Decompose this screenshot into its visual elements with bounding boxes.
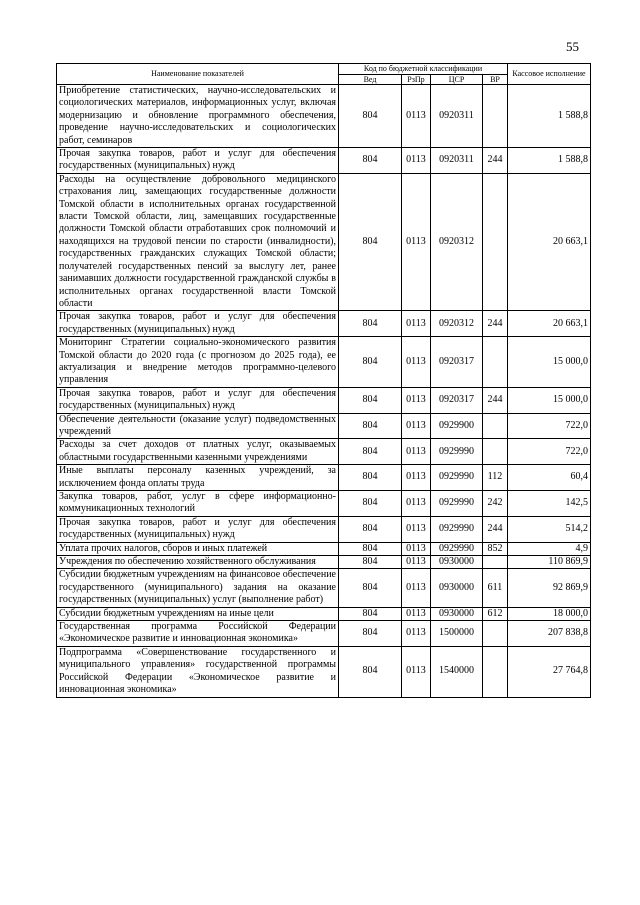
table-row xyxy=(57,491,591,517)
row-vr: 244 xyxy=(483,311,508,337)
row-sum: 722,0 xyxy=(508,439,591,465)
row-vr: 242 xyxy=(483,491,508,517)
row-csr: 0930000 xyxy=(431,556,483,569)
row-vr xyxy=(483,173,508,310)
table-row xyxy=(57,646,591,697)
header-vr: ВР xyxy=(483,74,508,85)
table-row xyxy=(57,569,591,607)
row-name: Иные выплаты персоналу казенных учреждений, за исключением фонда оплаты труда xyxy=(57,465,339,491)
row-name: Прочая закупка товаров, работ и услуг для обеспечения государственных (муниципальных) нужд xyxy=(57,516,339,542)
row-vr: 611 xyxy=(483,569,508,607)
header-csr: ЦСР xyxy=(431,74,483,85)
row-vr: 112 xyxy=(483,465,508,491)
row-csr: 0929990 xyxy=(431,516,483,542)
row-ved: 804 xyxy=(339,607,402,620)
row-name: Закупка товаров, работ, услуг в сфере информационно-коммуникационных технологий xyxy=(57,491,339,517)
row-rzpr: 0113 xyxy=(402,413,431,439)
row-ved: 804 xyxy=(339,311,402,337)
row-ved: 804 xyxy=(339,542,402,555)
row-vr: 244 xyxy=(483,387,508,413)
table-row xyxy=(57,556,591,569)
row-rzpr: 0113 xyxy=(402,311,431,337)
row-csr: 0929990 xyxy=(431,491,483,517)
row-ved: 804 xyxy=(339,646,402,697)
row-vr xyxy=(483,413,508,439)
row-sum: 15 000,0 xyxy=(508,387,591,413)
table-row xyxy=(57,337,591,388)
budget-table xyxy=(56,63,591,698)
header-ved: Вед xyxy=(339,74,402,85)
row-ved: 804 xyxy=(339,556,402,569)
row-ved: 804 xyxy=(339,569,402,607)
row-name: Обеспечение деятельности (оказание услуг) подведомственных учреждений xyxy=(57,413,339,439)
row-ved: 804 xyxy=(339,173,402,310)
row-sum: 4,9 xyxy=(508,542,591,555)
row-ved: 804 xyxy=(339,148,402,174)
row-name: Подпрограмма «Совершенствование государственного и муниципального управления» государственной программы Российской Федерации «Экономическое развитие и инновационная экономика» xyxy=(57,646,339,697)
row-name: Субсидии бюджетным учреждениям на иные цели xyxy=(57,607,339,620)
row-csr: 0920311 xyxy=(431,85,483,148)
row-sum: 1 588,8 xyxy=(508,148,591,174)
row-rzpr: 0113 xyxy=(402,569,431,607)
table-body xyxy=(57,85,591,698)
row-rzpr: 0113 xyxy=(402,337,431,388)
row-name: Прочая закупка товаров, работ и услуг для обеспечения государственных (муниципальных) нужд xyxy=(57,387,339,413)
row-csr: 0929990 xyxy=(431,542,483,555)
row-vr: 852 xyxy=(483,542,508,555)
row-name: Учреждения по обеспечению хозяйственного обслуживания xyxy=(57,556,339,569)
row-rzpr: 0113 xyxy=(402,148,431,174)
table-row xyxy=(57,465,591,491)
table-row xyxy=(57,311,591,337)
header-name: Наименование показателей xyxy=(57,64,339,85)
row-ved: 804 xyxy=(339,621,402,647)
row-vr xyxy=(483,621,508,647)
table-row xyxy=(57,85,591,148)
row-sum: 207 838,8 xyxy=(508,621,591,647)
row-csr: 0930000 xyxy=(431,607,483,620)
table-row xyxy=(57,542,591,555)
row-vr: 244 xyxy=(483,148,508,174)
row-vr xyxy=(483,439,508,465)
row-rzpr: 0113 xyxy=(402,621,431,647)
row-csr: 0920312 xyxy=(431,311,483,337)
row-name: Приобретение статистических, научно-исследовательских и социологических материалов, информационных услуг, включая модернизацию и обновление программного обеспечения, проведение научно-исследовательских и социологических работ, семинаров xyxy=(57,85,339,148)
row-csr: 0920317 xyxy=(431,337,483,388)
table-row xyxy=(57,387,591,413)
row-csr: 0929990 xyxy=(431,439,483,465)
row-vr xyxy=(483,646,508,697)
header-sum: Кассовое исполнение xyxy=(508,64,591,85)
table-row xyxy=(57,607,591,620)
row-ved: 804 xyxy=(339,387,402,413)
row-rzpr: 0113 xyxy=(402,85,431,148)
table-row xyxy=(57,621,591,647)
row-rzpr: 0113 xyxy=(402,542,431,555)
row-vr xyxy=(483,556,508,569)
table-row xyxy=(57,516,591,542)
table-row xyxy=(57,413,591,439)
row-csr: 0930000 xyxy=(431,569,483,607)
row-csr: 0920311 xyxy=(431,148,483,174)
row-ved: 804 xyxy=(339,465,402,491)
row-rzpr: 0113 xyxy=(402,646,431,697)
table-row xyxy=(57,148,591,174)
row-vr: 612 xyxy=(483,607,508,620)
row-sum: 142,5 xyxy=(508,491,591,517)
row-csr: 1500000 xyxy=(431,621,483,647)
row-sum: 15 000,0 xyxy=(508,337,591,388)
row-rzpr: 0113 xyxy=(402,465,431,491)
row-rzpr: 0113 xyxy=(402,439,431,465)
row-rzpr: 0113 xyxy=(402,516,431,542)
row-name: Мониторинг Стратегии социально-экономического развития Томской области до 2020 года (с прогнозом до 2025 года), ее актуализация и внедрение методов программно-целевого управления xyxy=(57,337,339,388)
row-ved: 804 xyxy=(339,491,402,517)
header-code-group: Код по бюджетной классификации xyxy=(339,64,508,75)
row-sum: 1 588,8 xyxy=(508,85,591,148)
row-sum: 18 000,0 xyxy=(508,607,591,620)
row-csr: 0929990 xyxy=(431,465,483,491)
row-ved: 804 xyxy=(339,85,402,148)
row-rzpr: 0113 xyxy=(402,387,431,413)
row-name: Субсидии бюджетным учреждениям на финансовое обеспечение государственного (муниципального) задания на оказание государственных (муниципальных) услуг (выполнение работ) xyxy=(57,569,339,607)
row-name: Государственная программа Российской Федерации «Экономическое развитие и инновационная экономика» xyxy=(57,621,339,647)
page-number: 55 xyxy=(566,39,579,54)
row-csr: 0920312 xyxy=(431,173,483,310)
row-csr: 0920317 xyxy=(431,387,483,413)
row-csr: 1540000 xyxy=(431,646,483,697)
row-rzpr: 0113 xyxy=(402,607,431,620)
row-name: Уплата прочих налогов, сборов и иных платежей xyxy=(57,542,339,555)
row-name: Прочая закупка товаров, работ и услуг для обеспечения государственных (муниципальных) нужд xyxy=(57,311,339,337)
row-vr xyxy=(483,337,508,388)
table-row xyxy=(57,173,591,310)
row-ved: 804 xyxy=(339,337,402,388)
row-rzpr: 0113 xyxy=(402,173,431,310)
row-name: Расходы на осуществление добровольного медицинского страхования лиц, замещающих государственные должности Томской области в исполнительных органах государственной власти Томской области, лиц, замещавших государственные должности Томской области отработавших срок полномочий и находящихся на трудовой пенсии по старости (инвалидности), государственных гражданских служащих Томской области; получателей государственных пенсий за выслугу лет, ранее занимавших должности государственной гражданской службы в исполнительных органах государственной власти Томской области xyxy=(57,173,339,310)
row-ved: 804 xyxy=(339,516,402,542)
row-vr: 244 xyxy=(483,516,508,542)
row-sum: 27 764,8 xyxy=(508,646,591,697)
row-ved: 804 xyxy=(339,439,402,465)
row-sum: 60,4 xyxy=(508,465,591,491)
row-rzpr: 0113 xyxy=(402,556,431,569)
row-name: Прочая закупка товаров, работ и услуг для обеспечения государственных (муниципальных) нужд xyxy=(57,148,339,174)
row-sum: 20 663,1 xyxy=(508,311,591,337)
row-csr: 0929900 xyxy=(431,413,483,439)
row-sum: 20 663,1 xyxy=(508,173,591,310)
row-name: Расходы за счет доходов от платных услуг, оказываемых областными государственными казенными учреждениями xyxy=(57,439,339,465)
row-rzpr: 0113 xyxy=(402,491,431,517)
table-row xyxy=(57,439,591,465)
header-rzpr: РзПр xyxy=(402,74,431,85)
row-sum: 514,2 xyxy=(508,516,591,542)
row-vr xyxy=(483,85,508,148)
row-sum: 722,0 xyxy=(508,413,591,439)
row-ved: 804 xyxy=(339,413,402,439)
row-sum: 92 869,9 xyxy=(508,569,591,607)
row-sum: 110 869,9 xyxy=(508,556,591,569)
